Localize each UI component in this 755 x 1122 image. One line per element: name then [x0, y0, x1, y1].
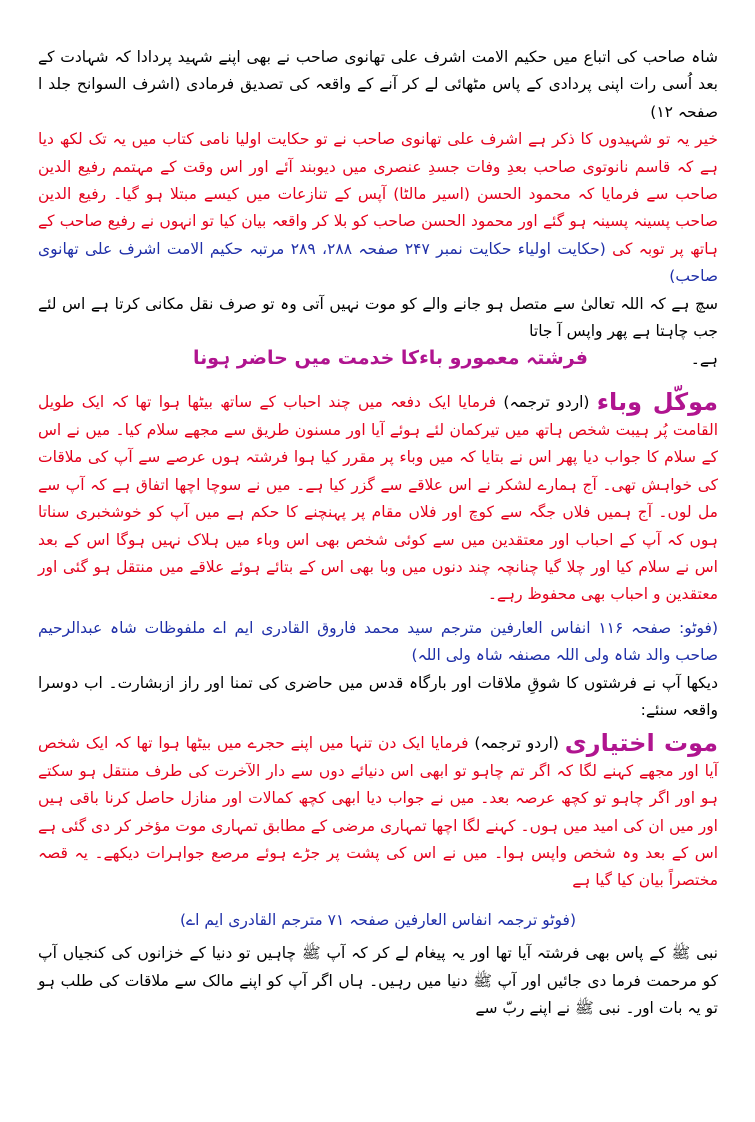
paragraph-tail: ہے۔	[690, 350, 718, 369]
citation-hikayat: (حکایت اولیاء حکایت نمبر ۲۴۷ صفحہ ۲۸۸، ۲۸۹ مرتبہ حکیم الامت اشرف علی تھانوی صاحب)	[38, 239, 718, 286]
paragraph-transition: دیکھا آپ نے فرشتوں کا شوقِ ملاقات اور بارگاہ قدس میں حاضری کی تمنا اور راز ازبشارت۔ اب دوسرا واقعہ سنئے:	[38, 673, 718, 719]
section-mowakkil-waba	[38, 389, 718, 608]
citation-anfas-2: (فوٹو ترجمہ انفاس العارفین صفحہ ۷۱ مترجم القادری ایم اے)	[180, 910, 576, 929]
paragraph-hikayat-body: خیر یہ تو شہیدوں کا ذکر ہے اشرف علی تھانوی صاحب نے تو حکایت اولیا نامی کتاب میں یہ تک لکھ دیا ہے کہ قاسم نانوتوی صاحب بعدِ وفات جسدِ عنصری میں دیوبند آئے اور اس وقت کے مہتمم رفیع الدین صاحب سے فرمایا کہ محمود الحسن (اسیر مالٹا) آپس کے تنازعات میں کیسے مبتلا ہو گیا۔ رفیع الدین صاحب پسینہ پسینہ ہو گئے اور محمود الحسن صاحب کو بلا کر واقعہ بیان کیا تو انہوں نے رفیع صاحب کے ہاتھ پر توبہ کی	[38, 130, 718, 258]
section-body-maut-ikhtiyari: فرمایا ایک دن تنہا میں اپنے حجرے میں بیٹھا ہوا تھا کہ ایک شخص آیا اور مجھے کہنے لگا کہ اگر تم چاہو تو ابھی اس دنیائے دوں سے دار الآخرت کی طرف منتقل ہو سکتے ہو اور اگر چاہو تو کچھ عرصہ بعد۔ میں نے جواب دیا ابھی کچھ کمالات اور منازل حاصل کرنا باقی ہیں اور میں ان کی امید میں ہوں۔ کہنے لگا اچھا تمہاری مرضی کے مطابق تمہاری موت مؤخر کر دی گئی ہے اس کے بعد وہ شخص واپس ہوا۔ میں نے اس کی پشت پر جڑے ہوئے مرصع جواہرات دیکھے۔ یہ قصہ مختصراً بیان کیا گیا ہے	[38, 734, 718, 890]
document-page	[38, 44, 718, 1022]
section-body-mowakkil-waba: فرمایا ایک دفعہ میں چند احباب کے ساتھ بیٹھا ہوا تھا کہ ایک طویل القامت پُر ہیبت شخص ہاتھ میں تیرکمان لئے ہوئے آیا اور مسنون طریق سے مجھے سلام کیا۔ میں نے اس کے سلام کا جواب دیا پھر اس نے بتایا کہ میں وباء پر مقرر کیا ہوا فرشتہ ہوں عرصے سے آپ کی ملاقات کی خواہش تھی۔ آج ہمارے لشکر نے اس علاقے سے گزر کیا ہے۔ میں نے سوچا اچھا اتفاق ہے کہ آپ سے مل لوں۔ آج ہمیں فلاں جگہ سے کوچ اور فلاں مقام پر پہنچنے کا حکم ہے میں آپ کو خوشخبری سناتا ہوں کہ آپ کے احباب اور معتقدین میں سے کوئی شخص بھی اس وباء میں ہلاک نہیں ہوگا اس کے بعد اس نے سلام کیا اور چلا گیا چنانچہ چند دنوں میں وبا بھی اس کے بتائے ہوئے علاقے میں منتقل ہو گئی اور معتقدین و احباب بھی محفوظ رہے۔	[38, 393, 718, 604]
section-maut-ikhtiyari	[38, 730, 718, 894]
citation-anfas-1: (فوٹو: صفحہ ۱۱۶ انفاس العارفین مترجم سید محمد فاروق القادری ایم اے ملفوظات شاہ عبدالرحیم صاحب والد شاہ ولی اللہ مصنفہ شاہ ولی اللہ)	[38, 618, 718, 665]
paragraph-prophet: نبی ﷺ کے پاس بھی فرشتہ آیا تھا اور یہ پیغام لے کر کہ آپ ﷺ چاہیں تو دنیا کے خزانوں کی کنجیاں آپ کو مرحمت فرما دی جائیں اور آپ ﷺ دنیا میں رہیں۔ ہاں اگر آپ کو اپنے مالک سے ملاقات کی طلب ہو تو یہ بات اور۔ نبی ﷺ نے اپنے ربّ سے	[38, 944, 718, 1017]
paragraph-shah-sahib: شاہ صاحب کی اتباع میں حکیم الامت اشرف علی تھانوی صاحب نے بھی اپنے شہید پردادا کہ شہادت کے بعد اُسی رات اپنی پردادی کے پاس مٹھائی لے کر آنے کے واقعہ کی تصدیق فرمادی (اشرف السوانح جلد ا صفحہ ۱۲)	[38, 48, 718, 121]
heading-row	[38, 345, 718, 389]
section-title-maut-ikhtiyari: موت اختیاری	[564, 729, 718, 758]
section-title-mowakkil-waba: موکّل وباء	[596, 388, 719, 417]
paragraph-allah-connection: سچ ہے کہ اللہ تعالیٰ سے متصل ہو جانے والے کو موت نہیں آتی وہ تو صرف نقل مکانی کرتا ہے اس لئے جب چاہتا ہے پھر واپس آ جاتا	[38, 294, 718, 341]
translation-label-2: (اردو ترجمہ)	[474, 734, 559, 753]
translation-label: (اردو ترجمہ)	[503, 393, 590, 412]
heading-farishta: فرشتہ معمورو باءکا خدمت میں حاضر ہونا	[192, 347, 588, 370]
paragraph-hikayat-awliya	[38, 126, 718, 290]
